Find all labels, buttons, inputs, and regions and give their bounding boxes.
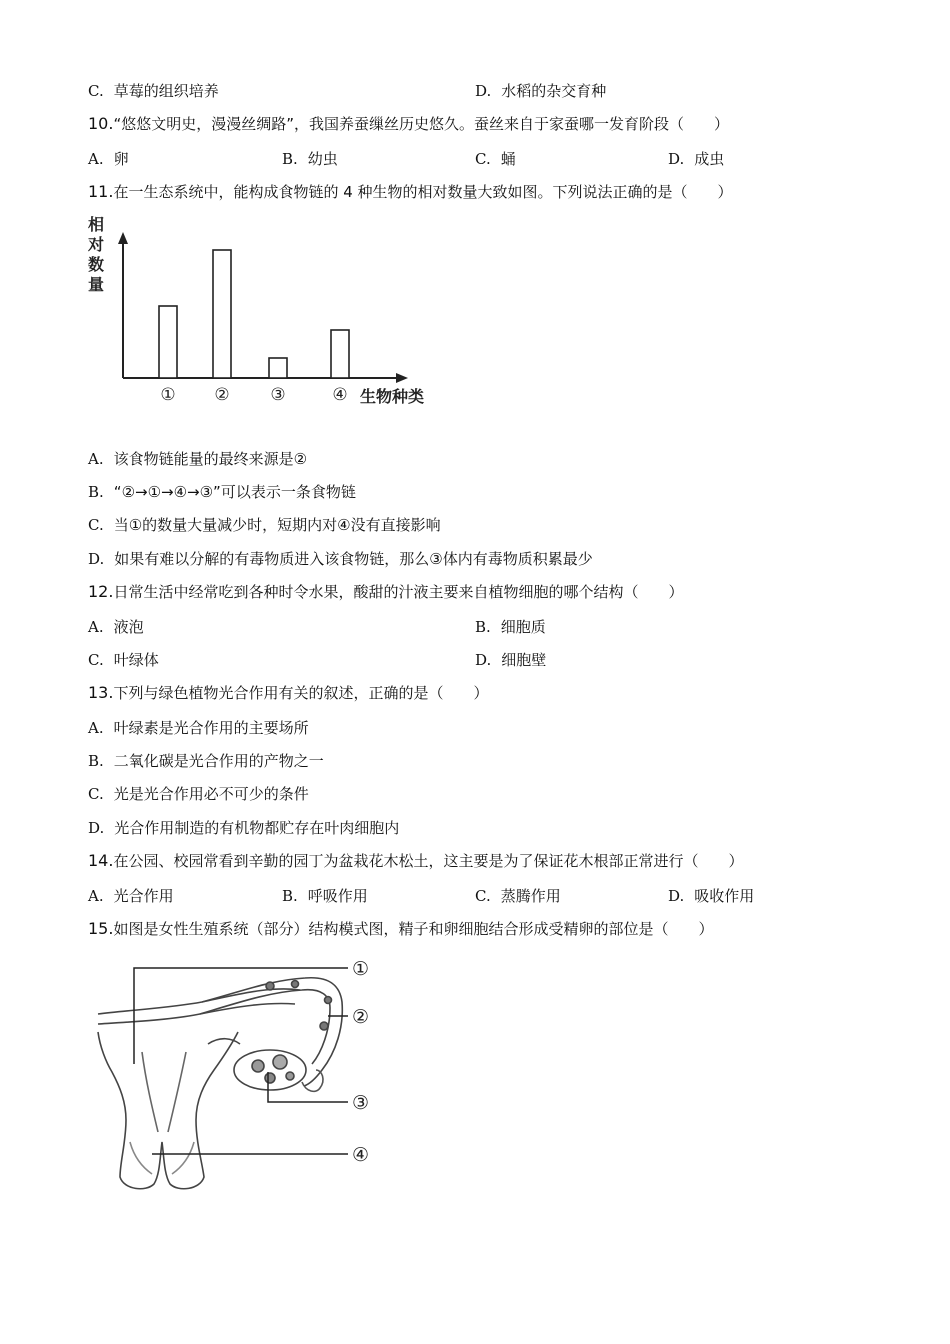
ovary-drawing <box>208 1039 306 1090</box>
option-text: 光合作用 <box>113 887 174 905</box>
option-letter: A. <box>88 450 104 468</box>
q14-option-a <box>88 886 174 906</box>
option-text: 叶绿素是光合作用的主要场所 <box>113 719 309 737</box>
x-axis-label: 生物种类 <box>360 387 425 406</box>
q14-option-d <box>668 886 754 906</box>
x-axis-arrow <box>396 373 408 383</box>
option-letter: D. <box>88 550 105 568</box>
q12-option-d <box>475 650 546 670</box>
option-text: 光合作用制造的有机物都贮存在叶肉细胞内 <box>114 819 400 837</box>
q9-option-c <box>88 81 219 101</box>
option-text: 该食物链能量的最终来源是② <box>113 450 308 468</box>
option-letter: D. <box>668 887 685 905</box>
option-letter: A. <box>88 618 104 636</box>
question-number: 11. <box>88 182 114 201</box>
q10-option-b <box>282 149 338 169</box>
option-letter: B. <box>282 150 298 168</box>
diagram-label-1: ① <box>352 958 370 980</box>
option-text: 细胞壁 <box>501 651 547 669</box>
option-letter: C. <box>475 150 491 168</box>
q11-option-a <box>88 449 307 469</box>
q11-option-b <box>88 482 356 502</box>
q11-option-c <box>88 515 441 535</box>
option-letter: D. <box>88 819 105 837</box>
y-axis-label-char: 相 <box>88 215 105 234</box>
question-number: 14. <box>88 851 114 870</box>
reproductive-system-diagram <box>90 952 390 1197</box>
question-11 <box>88 182 733 202</box>
bar-3 <box>269 358 287 378</box>
diagram-label-4: ④ <box>352 1144 370 1166</box>
question-stem: 在公园、校园常看到辛勤的园丁为盆栽花木松土，这主要是为了保证花木根部正常进行（ ） <box>113 852 744 870</box>
option-letter: A. <box>88 150 104 168</box>
question-number: 15. <box>88 919 114 938</box>
option-letter: C. <box>475 887 491 905</box>
question-number: 10. <box>88 114 114 133</box>
option-text: 光是光合作用必不可少的条件 <box>113 785 309 803</box>
option-letter: C. <box>88 516 104 534</box>
q10-option-c <box>475 149 516 169</box>
option-text: 水稻的杂交育种 <box>501 82 607 100</box>
option-text: 幼虫 <box>307 150 338 168</box>
y-axis-label-char: 对 <box>88 235 105 254</box>
q12-option-c <box>88 650 159 670</box>
q14-option-b <box>282 886 368 906</box>
option-text: 吸收作用 <box>694 887 755 905</box>
option-text: 草莓的组织培养 <box>113 82 219 100</box>
question-13 <box>88 683 488 703</box>
q11-option-d <box>88 549 593 569</box>
q13-option-a <box>88 718 309 738</box>
question-10 <box>88 114 729 134</box>
egg-dot <box>266 982 274 990</box>
option-letter: D. <box>475 651 492 669</box>
option-text: “②→①→④→③”可以表示一条食物链 <box>113 483 356 501</box>
x-tick-label: ② <box>214 385 230 405</box>
question-stem: “悠悠文明史，漫漫丝绸路”，我国养蚕缫丝历史悠久。蚕丝来自于家蚕哪一发育阶段（ ） <box>113 115 729 133</box>
x-tick-label: ① <box>160 385 176 405</box>
q10-option-d <box>668 149 724 169</box>
egg-dot <box>292 981 299 988</box>
y-axis-label-char: 量 <box>88 275 105 294</box>
option-text: 细胞质 <box>500 618 546 636</box>
q13-option-b <box>88 751 324 771</box>
option-text: 二氧化碳是光合作用的产物之一 <box>113 752 324 770</box>
option-text: 叶绿体 <box>113 651 159 669</box>
question-number: 13. <box>88 683 114 702</box>
option-letter: B. <box>475 618 491 636</box>
option-text: 蒸腾作用 <box>500 887 561 905</box>
option-text: 卵 <box>113 150 129 168</box>
option-letter: B. <box>282 887 298 905</box>
leader-lines <box>134 968 348 1154</box>
leader-line-1 <box>134 968 348 1064</box>
uterus-drawing <box>98 989 300 1189</box>
question-stem: 如图是女性生殖系统（部分）结构模式图，精子和卵细胞结合形成受精卵的部位是（ ） <box>113 920 714 938</box>
option-text: 液泡 <box>113 618 144 636</box>
y-axis-label <box>88 215 104 294</box>
bar-4 <box>331 330 349 378</box>
question-12 <box>88 582 683 602</box>
option-letter: D. <box>668 150 685 168</box>
question-15 <box>88 919 713 939</box>
bar-2 <box>213 250 231 378</box>
y-axis-arrow <box>118 232 128 244</box>
option-letter: B. <box>88 752 104 770</box>
q9-option-d <box>475 81 606 101</box>
option-text: 蛹 <box>500 150 516 168</box>
option-text: 当①的数量大量减少时，短期内对④没有直接影响 <box>113 516 441 534</box>
option-text: 成虫 <box>694 150 725 168</box>
bar-chart <box>88 212 448 412</box>
option-letter: A. <box>88 719 104 737</box>
question-14 <box>88 851 743 871</box>
leader-line-3 <box>268 1072 348 1102</box>
question-stem: 日常生活中经常吃到各种时令水果，酸甜的汁液主要来自植物细胞的哪个结构（ ） <box>113 583 684 601</box>
option-letter: D. <box>475 82 492 100</box>
x-tick-label: ④ <box>332 385 348 405</box>
option-letter: C. <box>88 785 104 803</box>
q10-option-a <box>88 149 129 169</box>
q14-option-c <box>475 886 561 906</box>
option-letter: C. <box>88 651 104 669</box>
option-letter: A. <box>88 887 104 905</box>
q12-option-b <box>475 617 546 637</box>
egg-dot <box>325 997 332 1004</box>
option-letter: C. <box>88 82 104 100</box>
question-number: 12. <box>88 582 114 601</box>
y-axis-label-char: 数 <box>88 255 105 274</box>
x-tick-label: ③ <box>270 385 286 405</box>
bar-1 <box>159 306 177 378</box>
diagram-label-2: ② <box>352 1006 370 1028</box>
diagram-label-3: ③ <box>352 1092 370 1114</box>
egg-dot <box>320 1022 328 1030</box>
option-text: 如果有难以分解的有毒物质进入该食物链，那么③体内有毒物质积累最少 <box>114 550 593 568</box>
question-stem: 下列与绿色植物光合作用有关的叙述，正确的是（ ） <box>113 684 489 702</box>
option-letter: B. <box>88 483 104 501</box>
q13-option-d <box>88 818 399 838</box>
option-text: 呼吸作用 <box>307 887 368 905</box>
question-stem: 在一生态系统中，能构成食物链的 4 种生物的相对数量大致如图。下列说法正确的是（ ） <box>113 183 733 201</box>
q12-option-a <box>88 617 144 637</box>
q13-option-c <box>88 784 309 804</box>
